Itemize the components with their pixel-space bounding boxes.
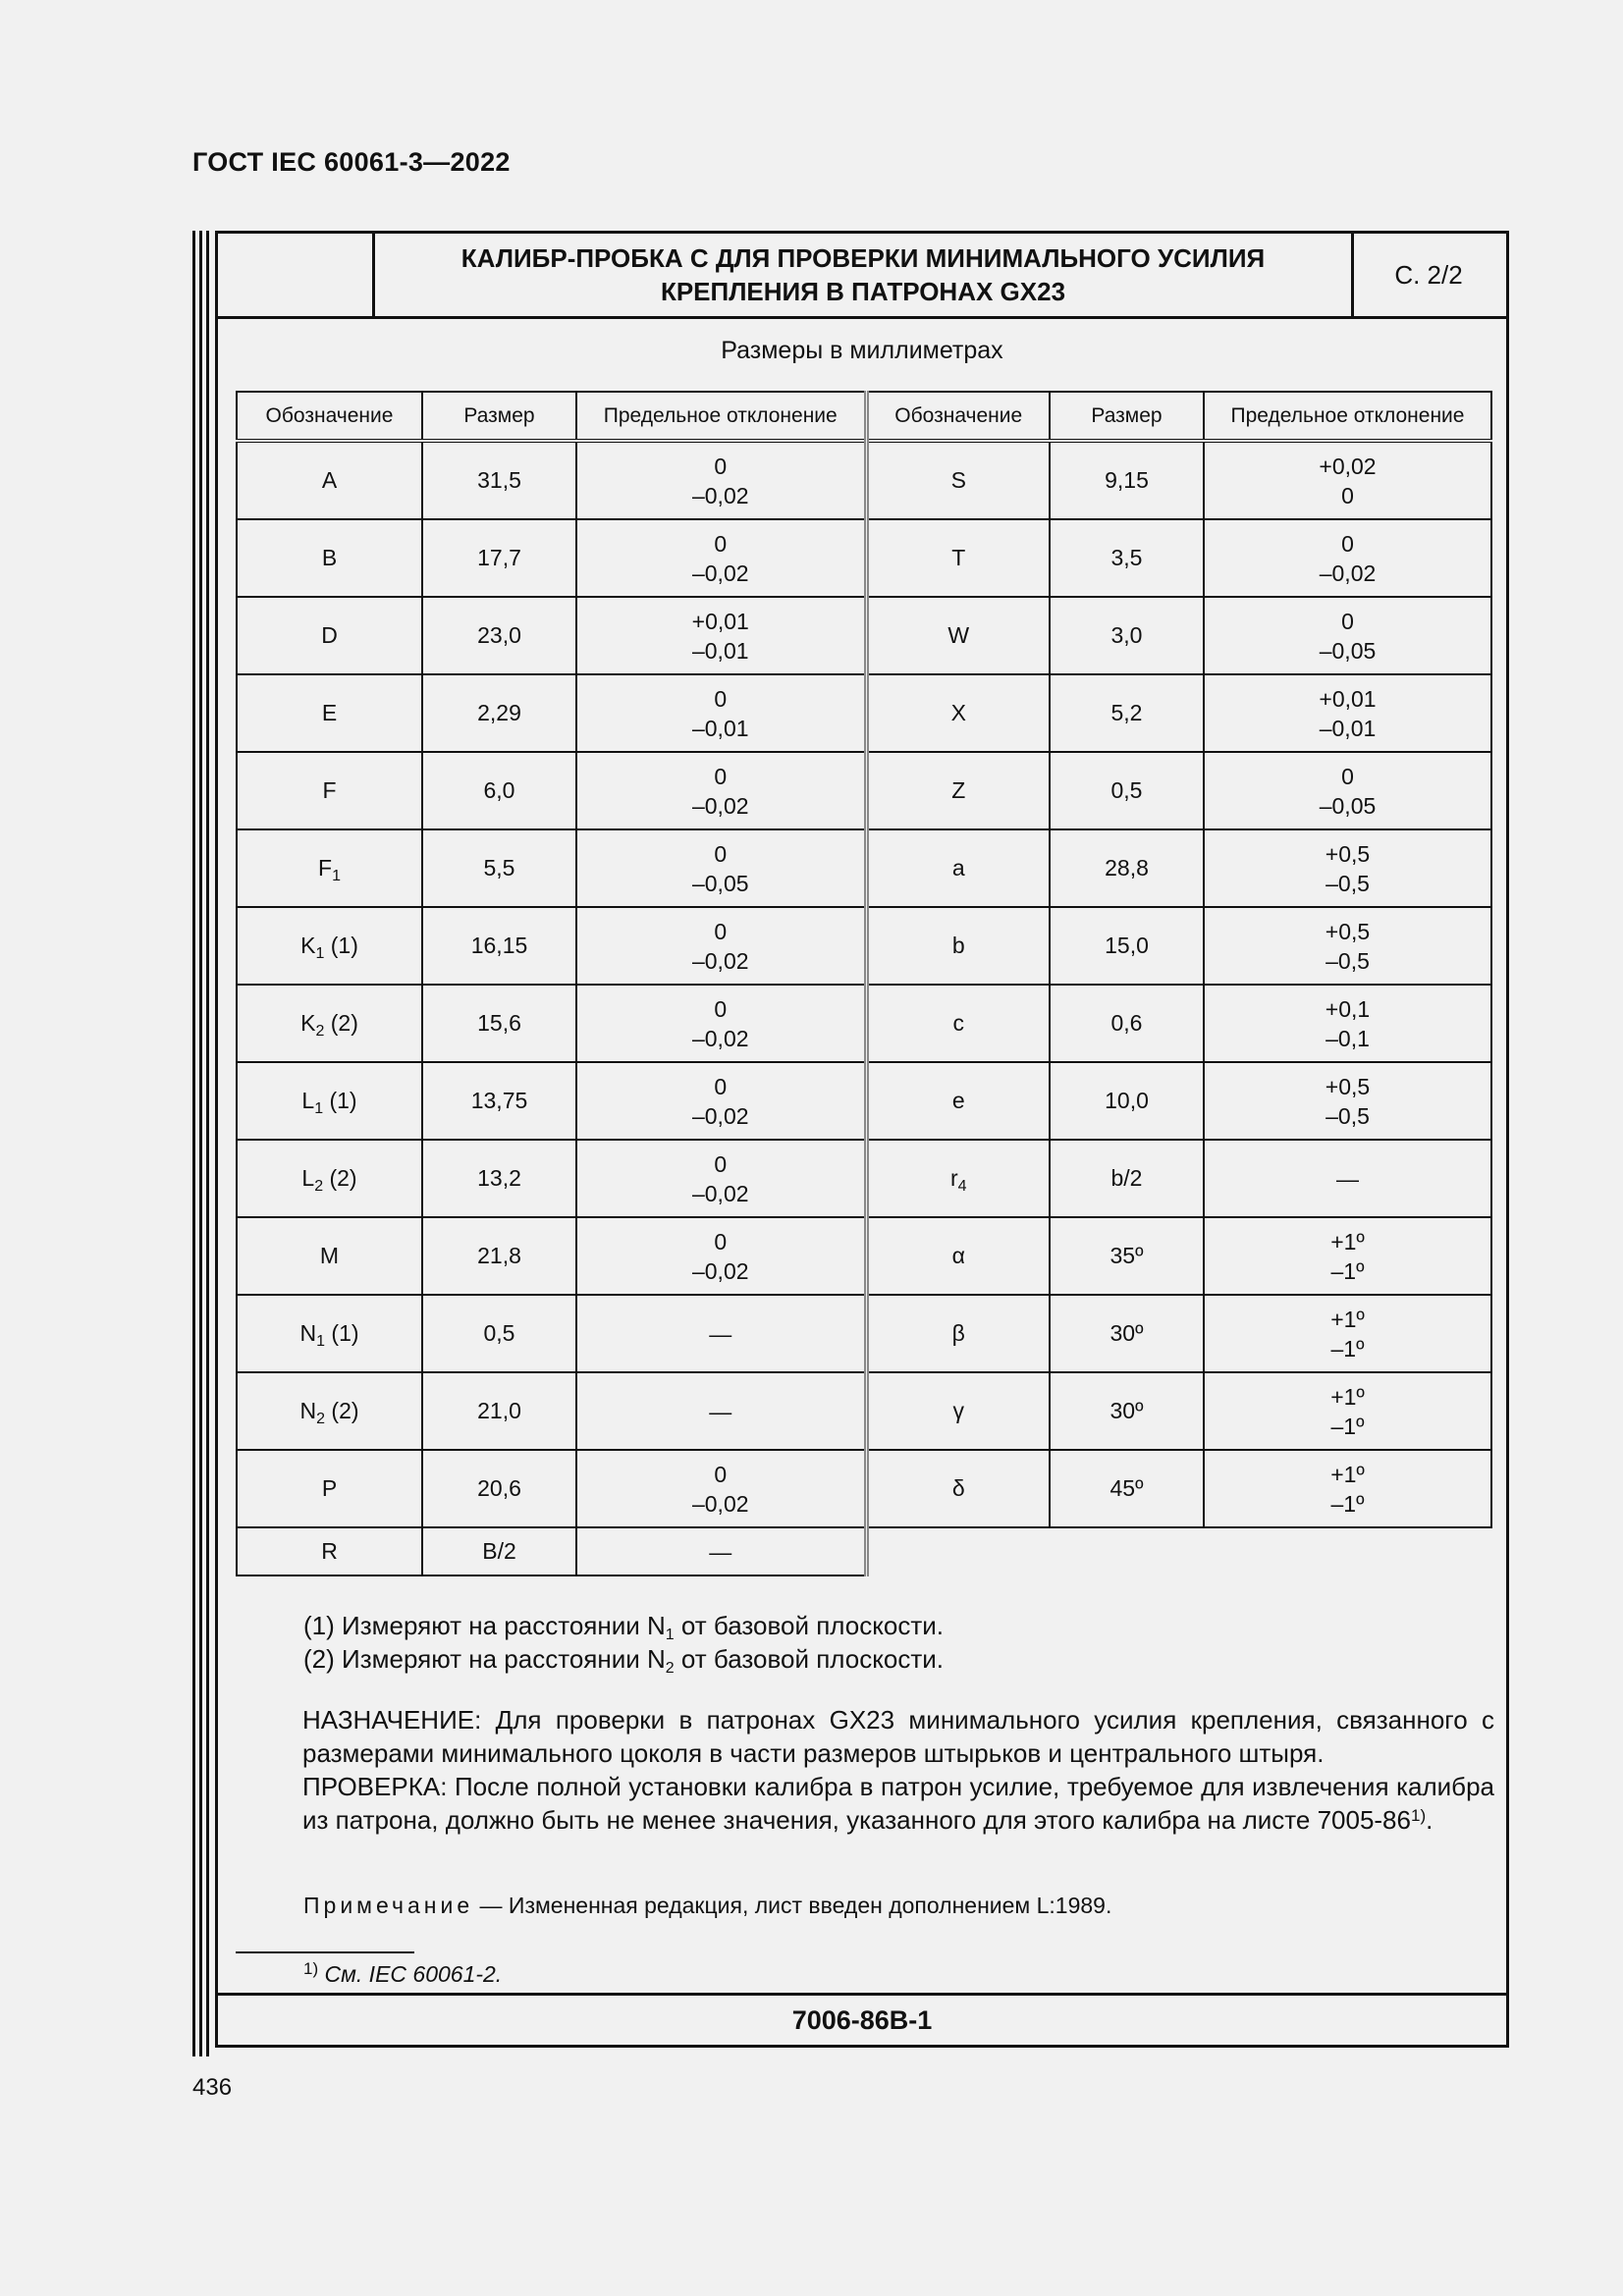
designation-cell: X — [866, 674, 1050, 752]
binding-line — [192, 231, 195, 2056]
tolerance-cell: +0,5 –0,5 — [1204, 907, 1491, 985]
tolerance-cell: +0,02 0 — [1204, 441, 1491, 519]
size-cell: 23,0 — [422, 597, 576, 674]
designation-cell: D — [237, 597, 422, 674]
column-header: Размер — [422, 392, 576, 441]
designation-cell: $K_2$ (2) — [237, 985, 422, 1062]
data-sheet — [215, 231, 1509, 2048]
table-row — [237, 1450, 1491, 1527]
designation-cell: b — [866, 907, 1050, 985]
table-row — [237, 1295, 1491, 1372]
size-cell: 2,29 — [422, 674, 576, 752]
designation-cell: $r_4$ — [866, 1140, 1050, 1217]
tolerance-cell: — — [576, 1527, 866, 1575]
remark — [303, 1893, 1111, 1919]
size-cell: 30º — [1050, 1295, 1204, 1372]
empty-cell — [1050, 1527, 1204, 1575]
table-row — [237, 829, 1491, 907]
sheet-number: 7006-86В-1 — [218, 1993, 1506, 2045]
table-row — [237, 597, 1491, 674]
column-header: Обозначение — [866, 392, 1050, 441]
footnote: $^{1)}$ См. IEC 60061-2. — [303, 1959, 503, 1987]
size-cell: 17,7 — [422, 519, 576, 597]
column-header: Обозначение — [237, 392, 422, 441]
tolerance-cell: 0 –0,02 — [576, 441, 866, 519]
tolerance-cell: +0,01 –0,01 — [576, 597, 866, 674]
size-cell: 20,6 — [422, 1450, 576, 1527]
designation-cell: $K_1$ (1) — [237, 907, 422, 985]
designation-cell: S — [866, 441, 1050, 519]
tolerance-cell: 0 –0,05 — [1204, 597, 1491, 674]
empty-cell — [866, 1527, 1050, 1575]
remark-label: Примечание — [303, 1893, 474, 1918]
size-cell: b/2 — [1050, 1140, 1204, 1217]
tolerance-cell: 0 –0,02 — [1204, 519, 1491, 597]
table-row — [237, 1140, 1491, 1217]
tolerance-cell: 0 –0,02 — [576, 752, 866, 829]
designation-cell: e — [866, 1062, 1050, 1140]
size-cell: 0,5 — [422, 1295, 576, 1372]
size-cell: 13,2 — [422, 1140, 576, 1217]
designation-cell: β — [866, 1295, 1050, 1372]
page-number: 436 — [192, 2074, 233, 2101]
tolerance-cell: — — [576, 1372, 866, 1450]
empty-cell — [1204, 1527, 1491, 1575]
units-caption: Размеры в миллиметрах — [721, 337, 1003, 364]
tolerance-cell: 0 –0,02 — [576, 985, 866, 1062]
designation-cell: W — [866, 597, 1050, 674]
tolerance-cell: 0 –0,05 — [1204, 752, 1491, 829]
designation-cell: $N_2$ (2) — [237, 1372, 422, 1450]
tolerance-cell: 0 –0,02 — [576, 1140, 866, 1217]
tolerance-cell: +0,5 –0,5 — [1204, 1062, 1491, 1140]
table-row — [237, 1372, 1491, 1450]
check-paragraph: ПРОВЕРКА: После полной установки калибра в патрон усилие, требуемое для извлечения калибра из патрона, должно быть не менее значения, указанного для этого калибра на листе 7005-86$^{1)}$. — [302, 1772, 1494, 1835]
header-blank-cell — [218, 234, 375, 316]
designation-cell: γ — [866, 1372, 1050, 1450]
size-cell: 28,8 — [1050, 829, 1204, 907]
designation-cell: T — [866, 519, 1050, 597]
size-cell: 3,0 — [1050, 597, 1204, 674]
designation-cell: c — [866, 985, 1050, 1062]
table-row — [237, 1062, 1491, 1140]
tolerance-cell: +1º –1º — [1204, 1372, 1491, 1450]
column-header: Размер — [1050, 392, 1204, 441]
remark-text: — Измененная редакция, лист введен дополнением L:1989. — [473, 1893, 1112, 1918]
size-cell: 21,0 — [422, 1372, 576, 1450]
designation-cell: B — [237, 519, 422, 597]
column-header: Предельное отклонение — [1204, 392, 1491, 441]
tolerance-cell: 0 –0,02 — [576, 519, 866, 597]
size-cell: 9,15 — [1050, 441, 1204, 519]
designation-cell: $F_1$ — [237, 829, 422, 907]
size-cell: 3,5 — [1050, 519, 1204, 597]
designation-cell: $L_2$ (2) — [237, 1140, 422, 1217]
size-cell: 35º — [1050, 1217, 1204, 1295]
size-cell: 15,6 — [422, 985, 576, 1062]
footnote-separator — [236, 1951, 414, 1953]
notes — [303, 1609, 944, 1676]
designation-cell: a — [866, 829, 1050, 907]
size-cell: 0,5 — [1050, 752, 1204, 829]
designation-cell: M — [237, 1217, 422, 1295]
tolerance-cell: — — [576, 1295, 866, 1372]
size-cell: 6,0 — [422, 752, 576, 829]
table-row — [237, 519, 1491, 597]
sheet-title — [375, 234, 1354, 316]
standard-code: ГОСТ IEC 60061-3—2022 — [192, 147, 511, 177]
tolerance-cell: 0 –0,05 — [576, 829, 866, 907]
designation-cell: E — [237, 674, 422, 752]
size-cell: 5,5 — [422, 829, 576, 907]
dimensions-table — [236, 391, 1492, 1576]
size-cell: 5,2 — [1050, 674, 1204, 752]
designation-cell: $N_1$ (1) — [237, 1295, 422, 1372]
tolerance-cell: +1º –1º — [1204, 1217, 1491, 1295]
tolerance-cell: 0 –0,02 — [576, 1062, 866, 1140]
sheet-title-line: КАЛИБР-ПРОБКА С ДЛЯ ПРОВЕРКИ МИНИМАЛЬНОГО УСИЛИЯ — [460, 243, 1266, 273]
size-cell: 31,5 — [422, 441, 576, 519]
note-1: (1) Измеряют на расстоянии $N_1$ от базовой плоскости. — [303, 1611, 944, 1643]
table-row — [237, 1217, 1491, 1295]
table-row — [237, 752, 1491, 829]
size-cell: 15,0 — [1050, 907, 1204, 985]
tolerance-cell: +0,1 –0,1 — [1204, 985, 1491, 1062]
designation-cell: A — [237, 441, 422, 519]
tolerance-cell: 0 –0,02 — [576, 907, 866, 985]
tolerance-cell: +0,5 –0,5 — [1204, 829, 1491, 907]
table-row — [237, 674, 1491, 752]
tolerance-cell: +1º –1º — [1204, 1295, 1491, 1372]
designation-cell: P — [237, 1450, 422, 1527]
table-row — [237, 985, 1491, 1062]
binding-line — [199, 231, 202, 2056]
size-cell: 0,6 — [1050, 985, 1204, 1062]
tolerance-cell: +0,01 –0,01 — [1204, 674, 1491, 752]
sheet-header — [218, 234, 1506, 319]
size-cell: B/2 — [422, 1527, 576, 1575]
size-cell: 10,0 — [1050, 1062, 1204, 1140]
designation-cell: Z — [866, 752, 1050, 829]
designation-cell: F — [237, 752, 422, 829]
table-row — [237, 1527, 1491, 1575]
purpose-paragraph: НАЗНАЧЕНИЕ: Для проверки в патронах GX23 минимального усилия крепления, связанного с размерами минимального цоколя в части размеров штырьков и центрального штыря. — [302, 1705, 1494, 1768]
tolerance-cell: — — [1204, 1140, 1491, 1217]
designation-cell: α — [866, 1217, 1050, 1295]
sheet-title-line: КРЕПЛЕНИЯ В ПАТРОНАХ GX23 — [660, 277, 1066, 306]
tolerance-cell: 0 –0,01 — [576, 674, 866, 752]
size-cell: 30º — [1050, 1372, 1204, 1450]
sheet-page-ref: С. 2/2 — [1394, 259, 1463, 290]
binding-line — [206, 231, 209, 2056]
size-cell: 21,8 — [422, 1217, 576, 1295]
tolerance-cell: 0 –0,02 — [576, 1450, 866, 1527]
size-cell: 16,15 — [422, 907, 576, 985]
size-cell: 45º — [1050, 1450, 1204, 1527]
tolerance-cell: +1º –1º — [1204, 1450, 1491, 1527]
table-row — [237, 441, 1491, 519]
size-cell: 13,75 — [422, 1062, 576, 1140]
note-2: (2) Измеряют на расстоянии $N_2$ от базовой плоскости. — [303, 1644, 944, 1677]
table-header-row — [237, 392, 1491, 441]
designation-cell: $L_1$ (1) — [237, 1062, 422, 1140]
tolerance-cell: 0 –0,02 — [576, 1217, 866, 1295]
designation-cell: δ — [866, 1450, 1050, 1527]
designation-cell: R — [237, 1527, 422, 1575]
column-header: Предельное отклонение — [576, 392, 866, 441]
table-row — [237, 907, 1491, 985]
